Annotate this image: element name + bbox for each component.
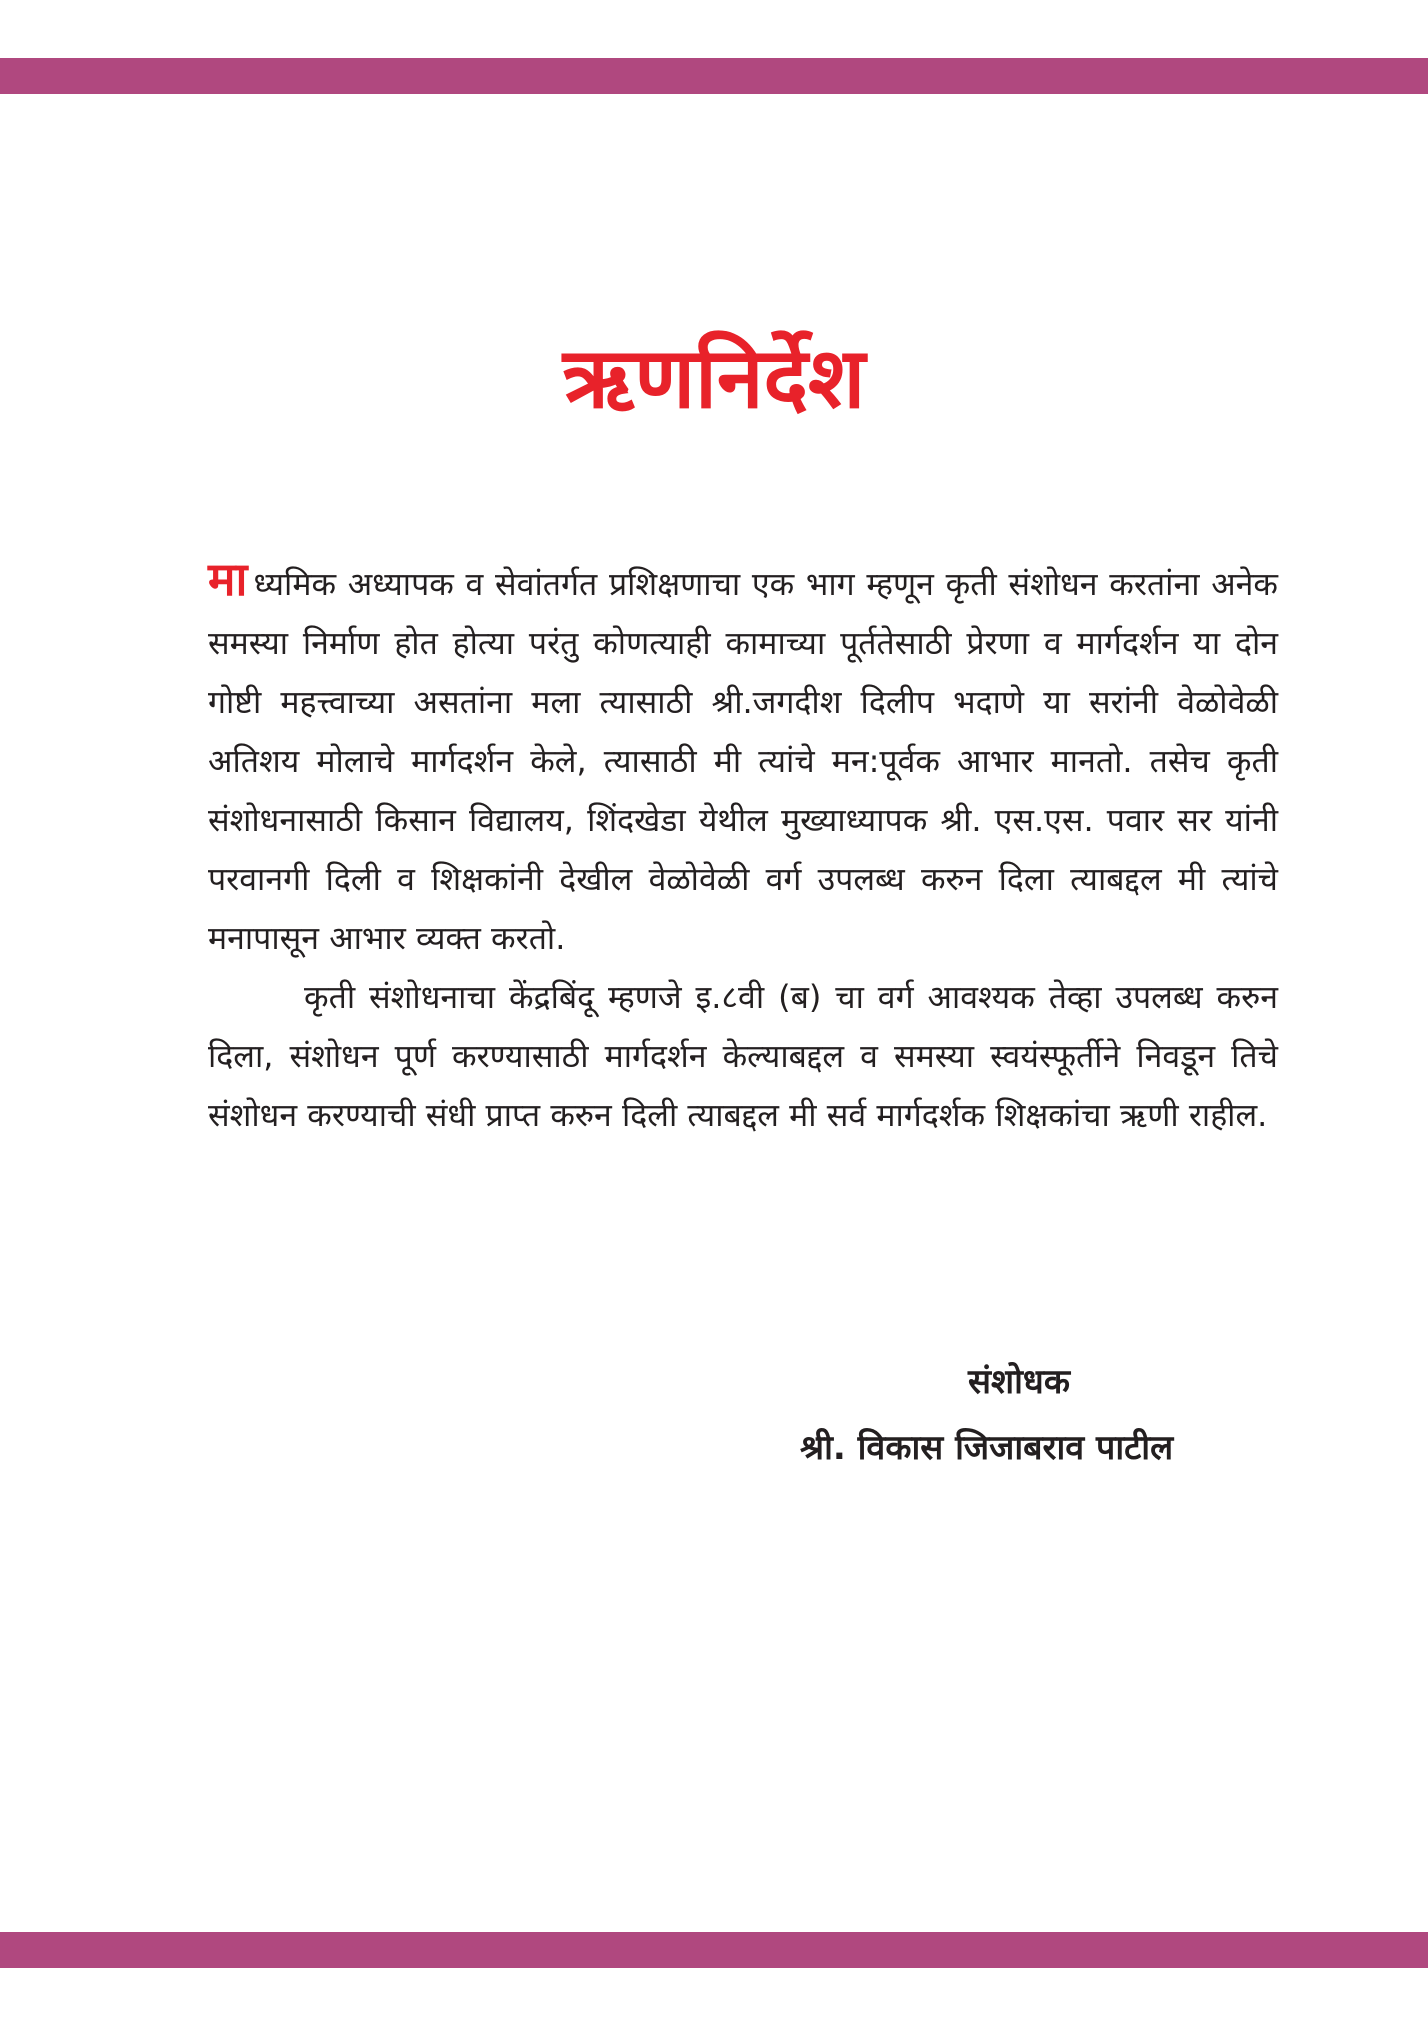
acknowledgement-body (208, 552, 1278, 1145)
page-title: ऋणनिर्देश (562, 329, 866, 427)
signature-name: श्री. विकास जिजाबराव पाटील (800, 1428, 1174, 1468)
drop-cap: मा (208, 552, 248, 606)
top-decorative-band (0, 58, 1428, 94)
signature-role: संशोधक (968, 1362, 1070, 1402)
acknowledgement-paragraph-2: कृती संशोधनाचा केंद्रबिंदू म्हणजे इ.८वी (ब) चा वर्ग आवश्यक तेव्हा उपलब्ध करुन दिला, संशोधन पूर्ण करण्यासाठी मार्गदर्शन केल्याबद्दल व समस्या स्वयंस्फूर्तीने निवडून तिचे संशोधन करण्याची संधी प्राप्त करुन दिली त्याबद्दल मी सर्व मार्गदर्शक शिक्षकांचा ऋणी राहील. (208, 978, 1278, 1134)
acknowledgement-paragraph-1 (208, 552, 1278, 968)
bottom-decorative-band (0, 1932, 1428, 1968)
paragraph-1-text: ध्यमिक अध्यापक व सेवांतर्गत प्रशिक्षणाचा एक भाग म्हणून कृती संशोधन करतांना अनेक समस्या निर्माण होत होत्या परंतु कोणत्याही कामाच्या पूर्ततेसाठी प्रेरणा व मार्गदर्शन या दोन गोष्टी महत्त्वाच्या असतांना मला त्यासाठी श्री.जगदीश दिलीप भदाणे या सरांनी वेळोवेळी अतिशय मोलाचे मार्गदर्शन केले, त्यासाठी मी त्यांचे मन:पूर्वक आभार मानतो. तसेच कृती संशोधनासाठी किसान विद्यालय, शिंदखेडा येथील मुख्याध्यापक श्री. एस.एस. पवार सर यांनी परवानगी दिली व शिक्षकांनी देखील वेळोवेळी वर्ग उपलब्ध करुन दिला त्याबद्दल मी त्यांचे मनापासून आभार व्यक्त करतो. (208, 565, 1278, 957)
